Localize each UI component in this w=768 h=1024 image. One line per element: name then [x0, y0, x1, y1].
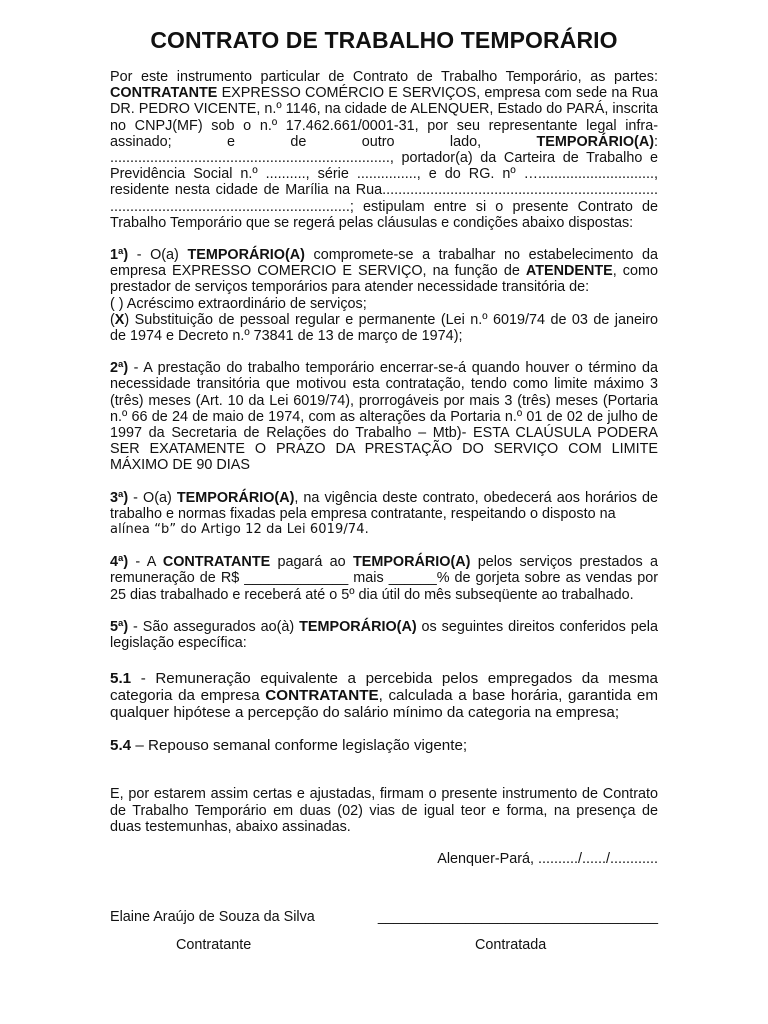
- clause-5-temporario: TEMPORÁRIO(A): [299, 618, 417, 635]
- clause-1-option-2: [110, 312, 658, 344]
- intro-text-4: ......................................................................, portador(a) da Carteira de Trabalho e Previdência Social n.º .........., série ..............., e do RG. nº …............................., residente nesta cidade de Marília na Rua..................................................................... ............................................................; estipulam entre si o presente Contrato de Trabalho Temporário que se regerá pelas cláusulas e condições abaixo dispostas:: [110, 150, 658, 231]
- clause-1-text-3: , como prestador de serviços temporários para atender necessidade transitória de:: [110, 263, 658, 296]
- clause-2-text: - A prestação do trabalho temporário encerrar-se-á quando houver o término da necessidade transitória que motivou esta contratação, tendo como limite máximo 3 (três) meses (Art. 10 da Lei 6019/74), prorrogáveis por mais 3 (três) meses (Portaria n.º 66 de 24 de maio de 1974, com as alterações da Portaria n.º 01 de 02 de julho de 1997 da Secretaria de Relações do Trabalho – Mtb)- ESTA CLAÚSULA PODERA SER EXATAMENTE O PRAZO DA PRESTAÇÃO DO SERVIÇO COM LIMITE MÁXIMO DE 90 DIAS: [110, 360, 658, 474]
- contratada-label: Contratada: [475, 937, 547, 953]
- date-line: Alenquer-Pará, ........../....../............: [437, 850, 658, 867]
- clause-5-4: [110, 737, 658, 754]
- intro-paragraph: [110, 69, 658, 231]
- clause-5-1-text-2: , calculada a base horária, garantida em qualquer hipótese a percepção do salário mínimo da categoria na empresa;: [110, 687, 658, 722]
- contratante-label: Contratante: [176, 937, 252, 953]
- clause-3-temporario: TEMPORÁRIO(A): [176, 489, 295, 506]
- clause-5: [110, 619, 658, 651]
- clause-1-option-2-text: ) Substituição de pessoal regular e permanente (Lei n.º 6019/74 de 03 de janeiro de 1974 e Decreto n.º 73841 de 13 de março de 1974);: [110, 311, 658, 345]
- document-body: [110, 69, 658, 867]
- clause-3-number: 3ª): [110, 489, 129, 506]
- clause-1: [110, 247, 658, 296]
- clause-4-text-3: pelos serviços prestados a remuneração de R$ _____________ mais ______% de gorjeta sobre as vendas por 25 dias trabalhado e receberá até o 5º dia útil do mês subseqüente ao trabalhado.: [110, 554, 659, 603]
- clause-1-atendente: ATENDENTE: [525, 263, 613, 280]
- clause-5-4-text: – Repouso semanal conforme legislação vigente;: [131, 737, 468, 755]
- intro-temporario: TEMPORÁRIO(A): [536, 133, 654, 150]
- clause-4-text-2: pagará ao: [270, 554, 353, 571]
- clause-5-1: [110, 670, 658, 721]
- clause-1-number: 1ª): [110, 247, 129, 264]
- clause-5-1-text-1: - Remuneração equivalente a percebida pelos empregados da mesma categoria da empresa: [110, 670, 658, 705]
- clause-1-temporario: TEMPORÁRIO(A): [187, 247, 305, 264]
- clause-3-text-2: , na vigência deste contrato, obedecerá aos horários de trabalho e normas fixadas pela empresa contratante, respeitando o disposto na: [110, 489, 658, 522]
- clause-4-temporario: TEMPORÁRIO(A): [352, 554, 471, 571]
- contratante-signer-name: Elaine Araújo de Souza da Silva: [110, 909, 315, 925]
- contratada-signature-line: ___________________________________: [377, 909, 658, 925]
- closing-paragraph: E, por estarem assim certas e ajustadas, firmam o presente instrumento de Contrato de Trabalho Temporário em duas (02) vias de igual teor e forma, na presença de duas testemunhas, abaixo assinadas.: [110, 786, 658, 835]
- intro-text-3: :: [654, 133, 658, 150]
- clause-1-option-1: ( ) Acréscimo extraordinário de serviços;: [110, 295, 367, 312]
- intro-text-2: EXPRESSO COMÉRCIO E SERVIÇOS, empresa com sede na Rua DR. PEDRO VICENTE, n.º 1146, na cidade de ALENQUER, Estado do PARÁ, inscrita no CNPJ(MF) sob o n.º 17.462.661/0001-31, por seu representante legal infra-assinado; e de outro lado,: [110, 85, 658, 150]
- clause-5-1-number: 5.1: [110, 670, 132, 688]
- clause-5-number: 5ª): [110, 618, 129, 635]
- clause-3: [110, 490, 658, 522]
- clause-5-4-number: 5.4: [110, 737, 132, 755]
- intro-text-1: Por este instrumento particular de Contrato de Trabalho Temporário, as partes:: [110, 69, 658, 85]
- clause-1-option-2-mark: X: [114, 311, 125, 328]
- clause-1-text-2: compromete-se a trabalhar no estabelecimento da empresa EXPRESSO COMERCIO E SERVIÇO, na função de: [110, 247, 658, 280]
- intro-contratante: CONTRATANTE: [110, 85, 218, 102]
- clause-4-text-1: - A: [128, 554, 163, 571]
- clause-2: [110, 360, 658, 473]
- clause-4: [110, 554, 658, 603]
- clause-5-1-contratante: CONTRATANTE: [265, 687, 379, 705]
- clause-4-number: 4ª): [110, 554, 129, 571]
- clause-5-text-2: os seguintes direitos conferidos pela legislação específica:: [110, 618, 658, 652]
- document-title: CONTRATO DE TRABALHO TEMPORÁRIO: [150, 27, 618, 53]
- clause-2-number: 2ª): [110, 360, 129, 377]
- clause-3-reference: alínea “b” do Artigo 12 da Lei 6019/74.: [110, 522, 369, 538]
- clause-4-contratante: CONTRATANTE: [162, 554, 271, 571]
- clause-3-text-1: - O(a): [128, 489, 177, 506]
- clause-5-text-1: - São assegurados ao(à): [128, 618, 300, 635]
- clause-1-text-1: - O(a): [128, 247, 188, 264]
- clause-1-option-2-open: (: [110, 311, 115, 328]
